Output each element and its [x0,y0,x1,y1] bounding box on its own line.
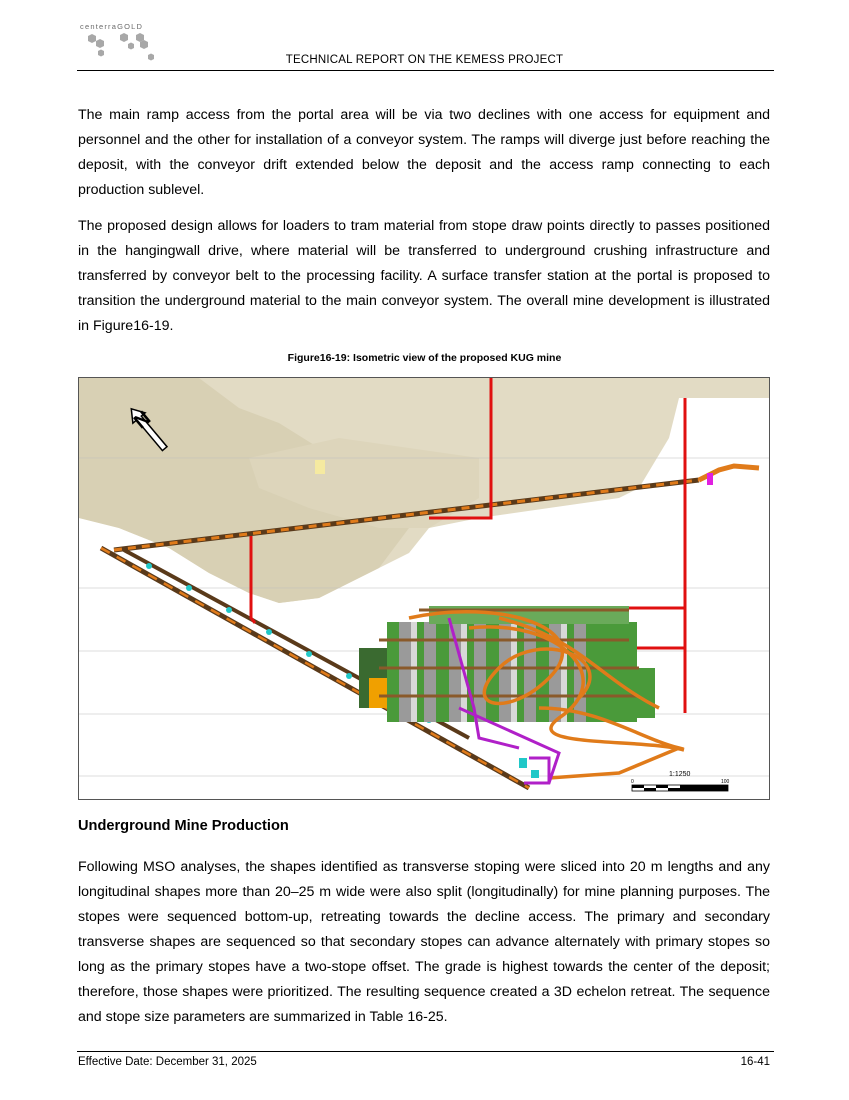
paragraph-production: Following MSO analyses, the shapes identified as transverse stoping were sliced into 20 m lengths and any longitudinal shapes more than 20–25 m wide were also split (longitudinally) for mine planning purposes. The stopes were sequenced bottom-up, retreating towards the decline access. The primary and secondary transverse shapes are sequenced so that secondary stopes can advance alternately with primary stopes so long as the primary stopes have a two-stope offset. The grade is highest towards the center of the deposit; therefore, those shapes were prioritized. The resulting sequence created a 3D echelon retreat. The sequence and stope size parameters are summarized in Table 16-25. [78,859,770,1025]
logo-wordmark: centerraGOLD [80,22,144,31]
paragraph-ramp-access: The main ramp access from the portal area will be via two declines with one access for equipment and personnel and the other for installation of a conveyor system. The ramps will diverge just before reaching the deposit, with the conveyor drift extended below the deposit and the access ramp connecting to each production sublevel. [78,107,770,198]
isometric-mine-figure [78,377,770,800]
paragraph-design: The proposed design allows for loaders to tram material from stope draw points directly to passes positioned in the hangingwall drive, where material will be transferred to underground crushing infrastructure and transferred by conveyor belt to the processing facility. A surface transfer station at the portal is proposed to transition the underground material to the main conveyor system. The overall mine development is illustrated in Figure16-19. [78,218,770,334]
figure-caption: Figure16-19: Isometric view of the proposed KUG mine [287,352,562,364]
effective-date: Effective Date: December 31, 2025 [78,1056,257,1068]
footer-rule [77,1051,774,1052]
mine-illustration [79,378,770,800]
scale-ratio: 1:1250 [669,771,691,778]
scale-end-label: 100 [721,779,730,785]
stope-blocks [359,606,655,722]
page-number: 16-41 [740,1056,770,1068]
cyan-markers [519,758,539,778]
report-title: TECHNICAL REPORT ON THE KEMESS PROJECT [285,54,564,66]
scale-bar [631,771,730,791]
section-heading: Underground Mine Production [78,818,289,834]
north-arrow-letter: N [129,407,156,434]
header-rule [77,70,774,71]
scale-start-label: 0 [631,779,634,785]
